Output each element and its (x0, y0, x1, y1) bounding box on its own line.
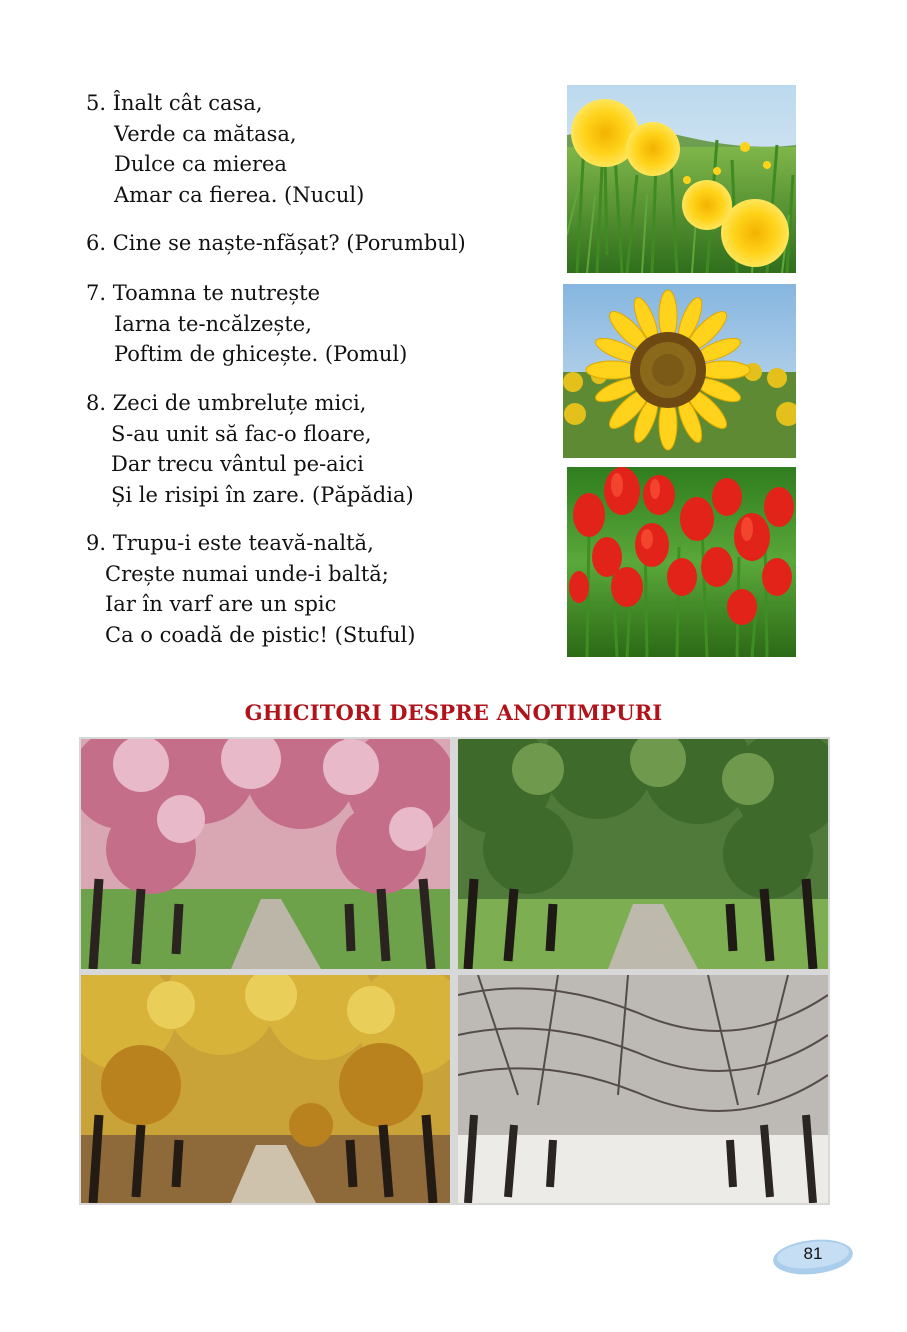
tulip-photo (567, 467, 796, 657)
spring-photo (81, 739, 450, 969)
riddle-8-line-4: Și le risipi în zare. (Păpădia) (111, 482, 414, 507)
riddle-7-line-1: 7. Toamna te nutrește (86, 281, 321, 305)
autumn-photo (81, 975, 450, 1203)
riddle-7 (86, 278, 407, 370)
riddle-5-line-1: 5. Înalt cât casa, (86, 91, 263, 115)
riddle-5-line-2: Verde ca mătasa, (114, 121, 297, 146)
riddle-5 (86, 88, 364, 210)
riddle-8-line-2: S-au unit să fac-o floare, (111, 421, 372, 446)
riddle-9 (86, 528, 415, 650)
riddle-8-line-3: Dar trecu vântul pe-aici (111, 452, 364, 476)
section-heading: GHICITORI DESPRE ANOTIMPURI (244, 700, 663, 725)
riddle-9-line-4: Ca o coadă de pistic! (Stuful) (105, 622, 416, 647)
riddle-9-line-3: Iar în varf are un spic (105, 592, 337, 616)
riddle-9-line-1: 9. Trupu-i este teavă-naltă, (86, 531, 374, 555)
riddle-5-line-4: Amar ca fierea. (Nucul) (114, 182, 365, 207)
riddle-8-line-1: 8. Zeci de umbreluțe mici, (86, 391, 367, 415)
seasons-collage (79, 737, 830, 1205)
dandelion-photo (567, 85, 796, 273)
sunflower-photo (563, 284, 796, 458)
riddle-8 (86, 388, 414, 510)
riddle-5-line-3: Dulce ca mierea (114, 152, 287, 176)
page-number: 81 (803, 1244, 823, 1263)
summer-photo (458, 739, 828, 969)
riddle-7-line-3: Poftim de ghicește. (Pomul) (114, 342, 408, 366)
riddle-9-line-2: Crește numai unde-i baltă; (105, 561, 389, 586)
riddle-7-line-2: Iarna te-ncălzește, (114, 311, 312, 336)
riddle-6-line-1: 6. Cine se naște-nfășat? (Porumbul) (86, 231, 466, 255)
winter-photo (458, 975, 828, 1203)
riddle-6 (86, 228, 466, 259)
